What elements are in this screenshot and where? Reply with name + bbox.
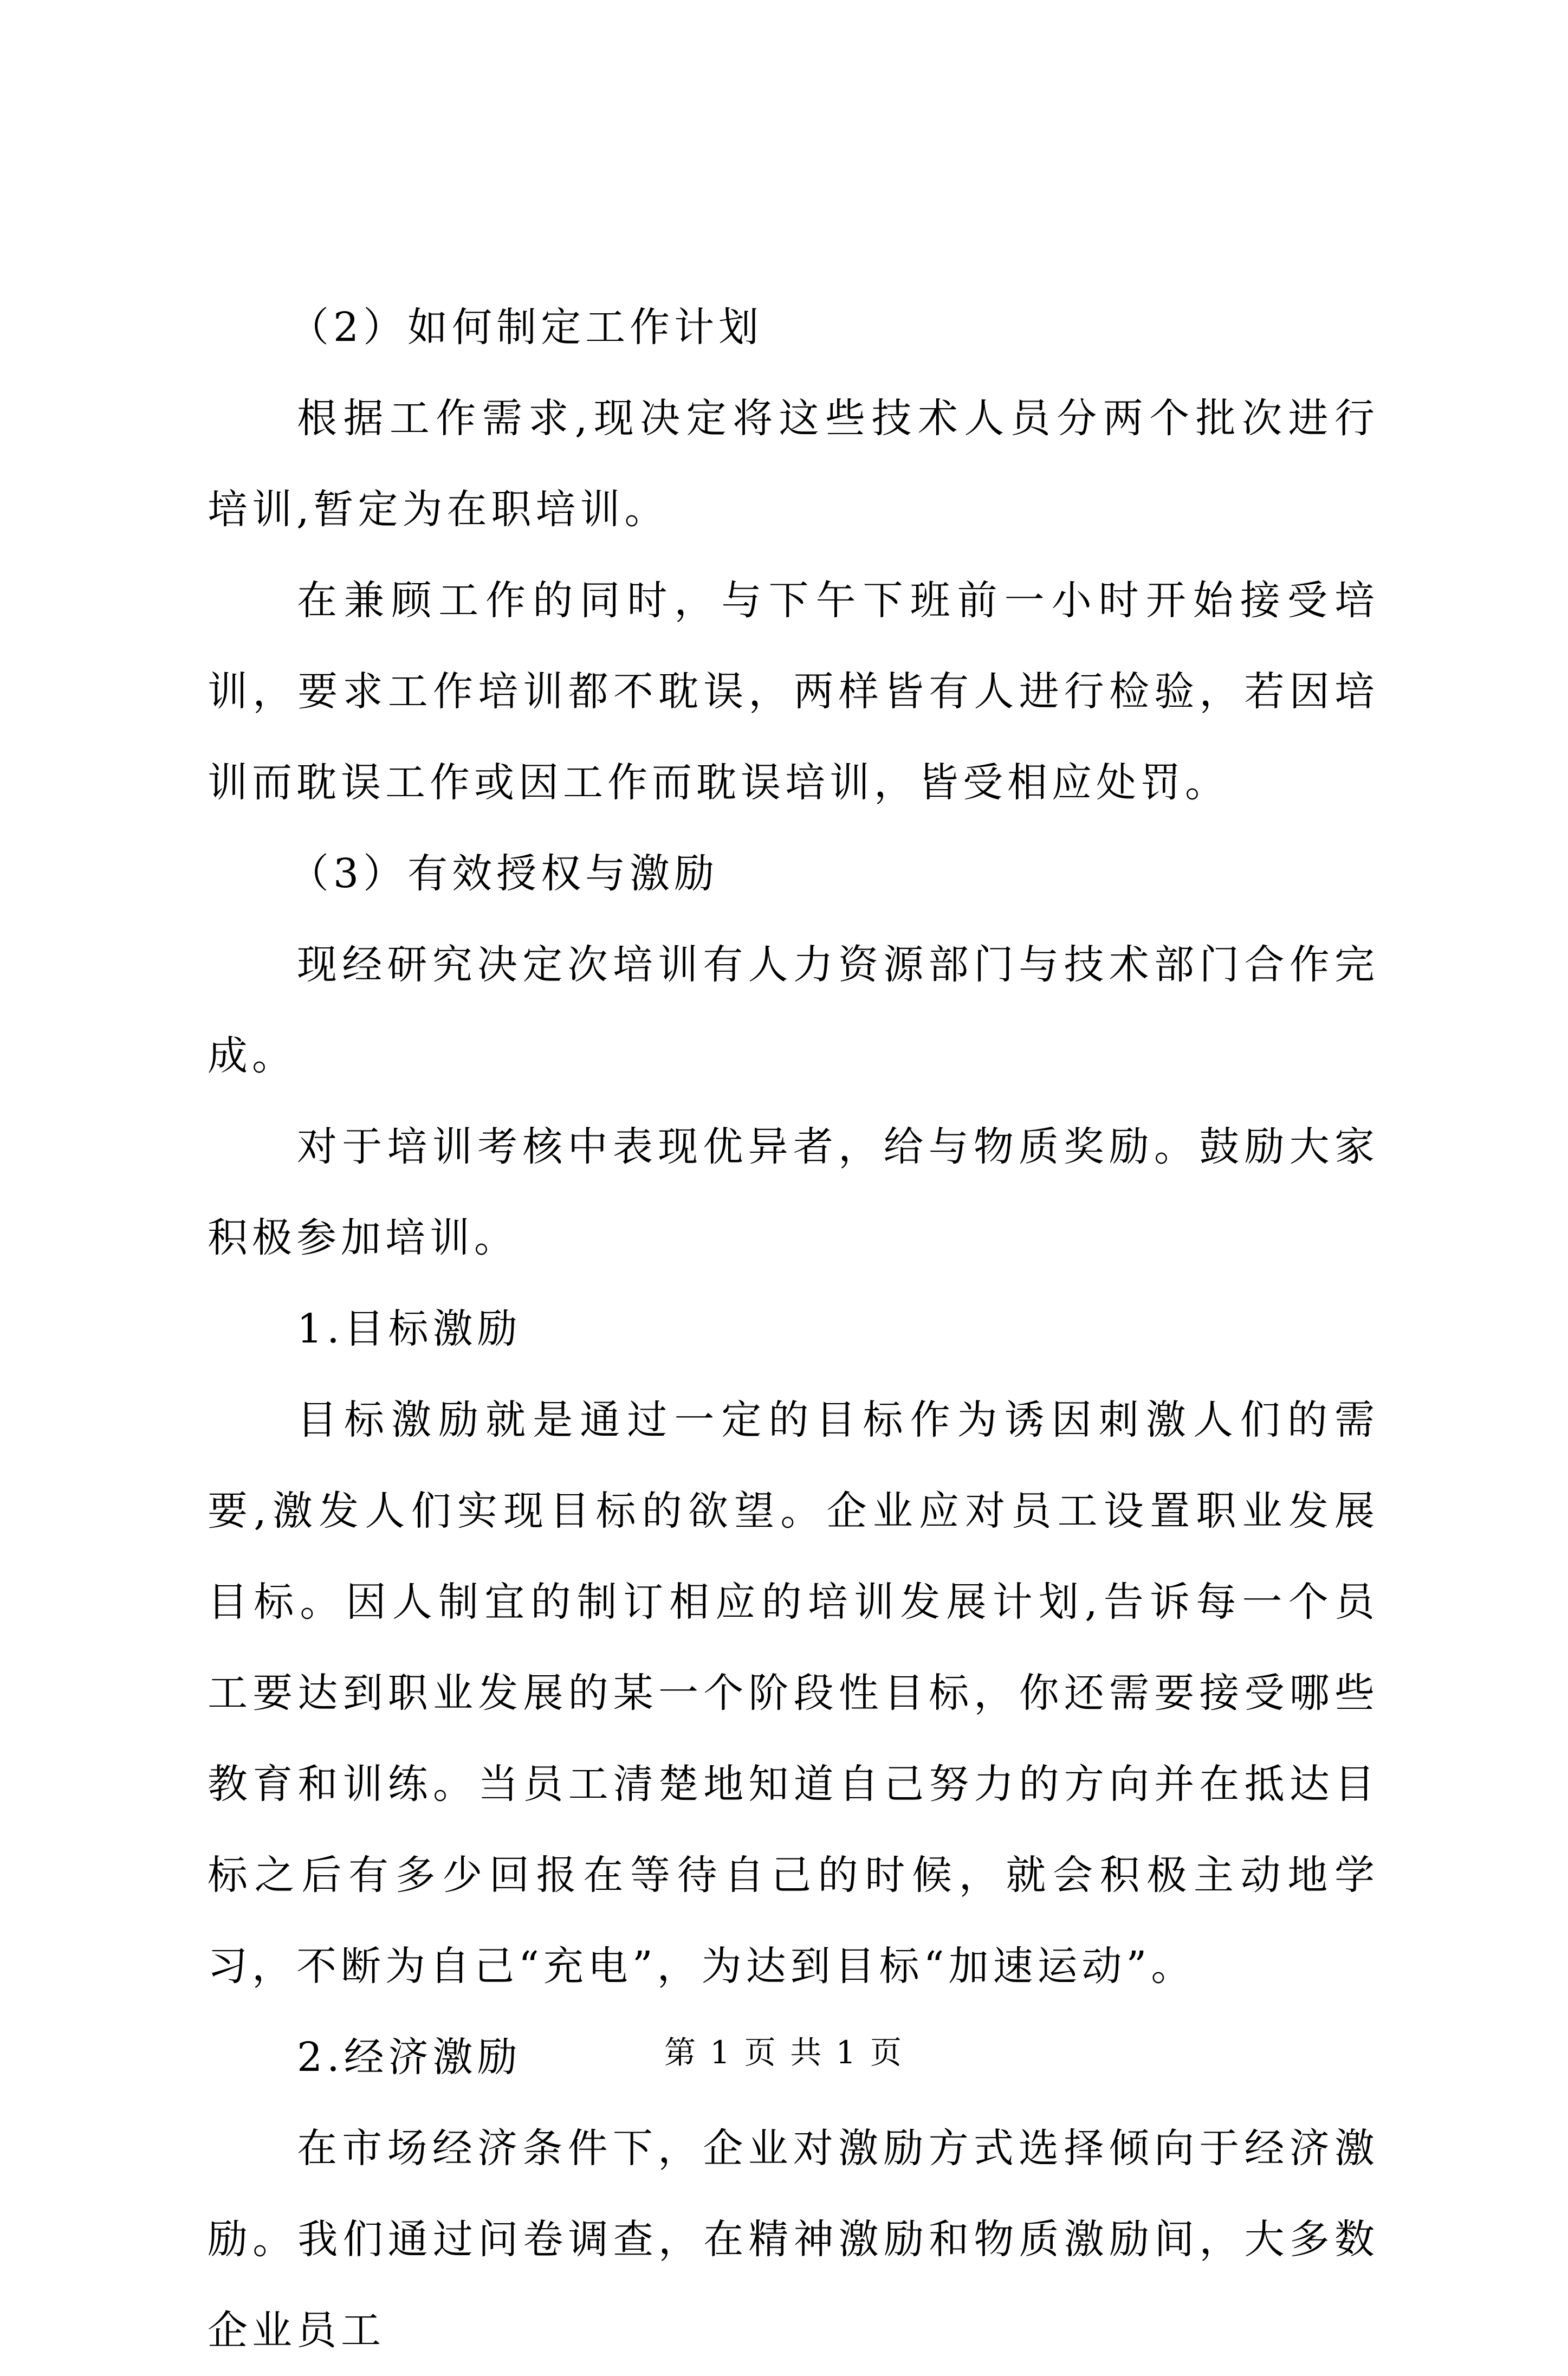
subheading-economic-incentive: 2.经济激励 (297, 2034, 522, 2081)
paragraph-goal-incentive: 目标激励就是通过一定的目标作为诱因刺激人们的需要,激发人们实现目标的欲望。企业应对员工设置职业发展目标。因人制宜的制订相应的培训发展计划,告诉每一个员工要达到职业发展的某一个阶段性目标，你还需要接受哪些教育和训练。当员工清楚地知道自己努力的方向并在抵达目标之后有多少回报在等待自己的时候，就会积极主动地学习，不断为自己“充电”，为达到目标“加速运动”。 (208, 1397, 1379, 1990)
section-heading-work-plan: （2）如何制定工作计划 (289, 304, 763, 351)
paragraph-departments: 现经研究决定次培训有人力资源部门与技术部门合作完成。 (208, 941, 1379, 1079)
paragraph-training-batches: 根据工作需求,现决定将这些技术人员分两个批次进行培训,暂定为在职培训。 (208, 395, 1379, 533)
page-footer: 第 1 页 共 1 页 (664, 2034, 904, 2071)
paragraph-training-schedule: 在兼顾工作的同时，与下午下班前一小时开始接受培训，要求工作培训都不耽误，两样皆有人进行检验，若因培训而耽误工作或因工作而耽误培训，皆受相应处罚。 (208, 577, 1379, 806)
section-heading-authorization-incentive: （3）有效授权与激励 (289, 850, 719, 897)
paragraph-rewards: 对于培训考核中表现优异者，给与物质奖励。鼓励大家积极参加培训。 (208, 1124, 1379, 1261)
subheading-goal-incentive: 1.目标激励 (297, 1306, 522, 1352)
paragraph-economic-incentive: 在市场经济条件下，企业对激励方式选择倾向于经济激励。我们通过问卷调查，在精神激励和物质激励间，大多数企业员工 (208, 2125, 1379, 2354)
